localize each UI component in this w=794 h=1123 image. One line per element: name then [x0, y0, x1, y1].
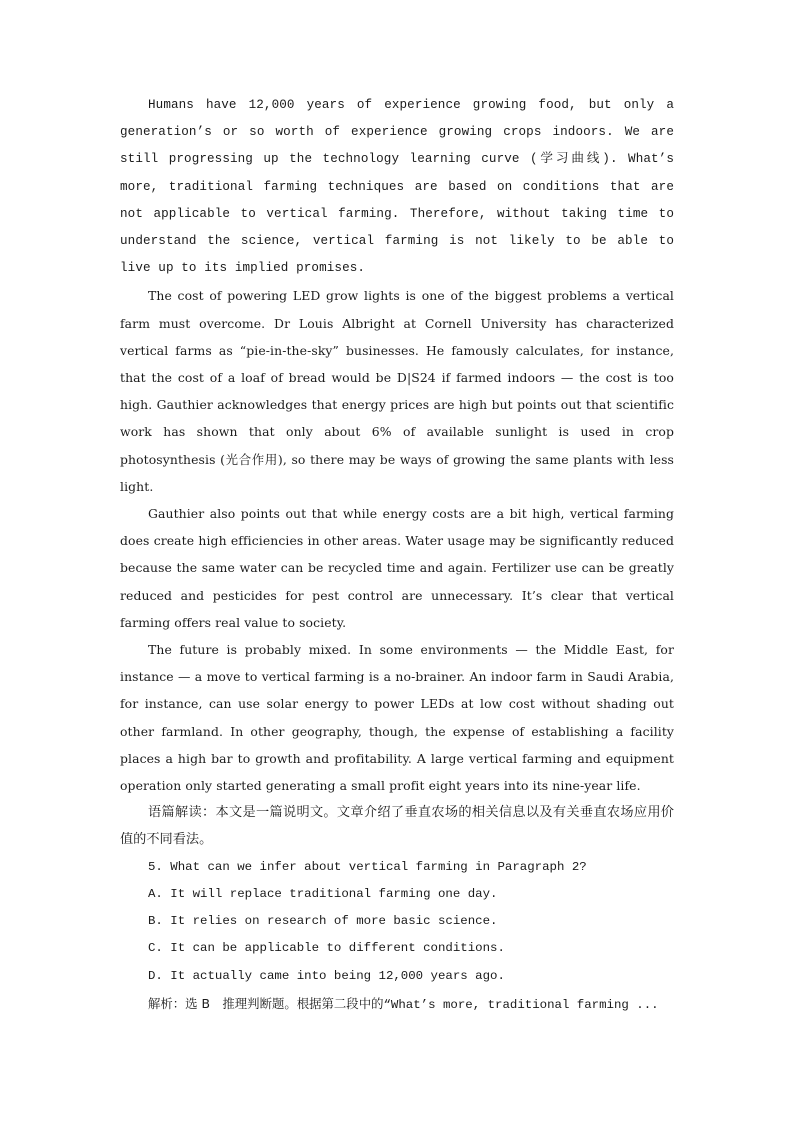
question-stem: 5. What can we infer about vertical farming in Paragraph 2?	[148, 859, 587, 874]
question-block	[120, 854, 674, 990]
passage-summary: 语篇解读：本文是一篇说明文。文章介绍了垂直农场的相关信息以及有关垂直农场应用价值的不同看法。	[120, 805, 674, 848]
analysis-lead: 解析：选 B 推理判断题。根据第二段中的	[148, 995, 384, 1011]
passage-paragraph-1: Humans have 12,000 years of experience growing food, but only a generation’s or so worth of experience growing crops indoors. We are still progressing up the technology learning curve (学习曲线). What’s more, traditional farming techniques are based on conditions that are not applicable to vertical farming. Therefore, without taking time to understand the science, vertical farming is not likely to be able to live up to its implied promises.	[120, 98, 674, 276]
option-c: C. It can be applicable to different conditions.	[148, 941, 505, 956]
passage-paragraph-2: The cost of powering LED grow lights is one of the biggest problems a vertical farm must overcome. Dr Louis Albright at Cornell University has characterized vertical farms as “pie-in-the-sky” businesses. He famously calculates, for instance, that the cost of a loaf of bread would be D|S24 if farmed indoors — the cost is too high. Gauthier acknowledges that energy prices are high but points out that scientific work has shown that only about 6% of available sunlight is used in crop photosynthesis (光合作用), so there may be ways of growing the same plants with less light.	[120, 288, 674, 494]
answer-analysis	[120, 990, 674, 1019]
option-d: D. It actually came into being 12,000 years ago.	[148, 968, 505, 983]
option-b: B. It relies on research of more basic science.	[148, 914, 498, 929]
passage-paragraph-3: Gauthier also points out that while energy costs are a bit high, vertical farming does create high efficiencies in other areas. Water usage may be significantly reduced because the same water can be recycled time and again. Fertilizer use can be greatly reduced and pesticides for pest control are unnecessary. It’s clear that vertical farming offers real value to society.	[120, 506, 674, 630]
passage-paragraph-4: The future is probably mixed. In some environments — the Middle East, for instance — a move to vertical farming is a no-brainer. An indoor farm in Saudi Arabia, for instance, can use solar energy to power LEDs at low cost without shading out other farmland. In other geography, though, the expense of establishing a facility places a high bar to growth and profitability. A large vertical farming and equipment operation only started generating a small profit eight years into its nine-year life.	[120, 642, 674, 794]
document-page	[120, 92, 674, 1019]
option-a: A. It will replace traditional farming one day.	[148, 886, 498, 901]
analysis-rest: “What’s more, traditional farming ...	[383, 997, 659, 1012]
